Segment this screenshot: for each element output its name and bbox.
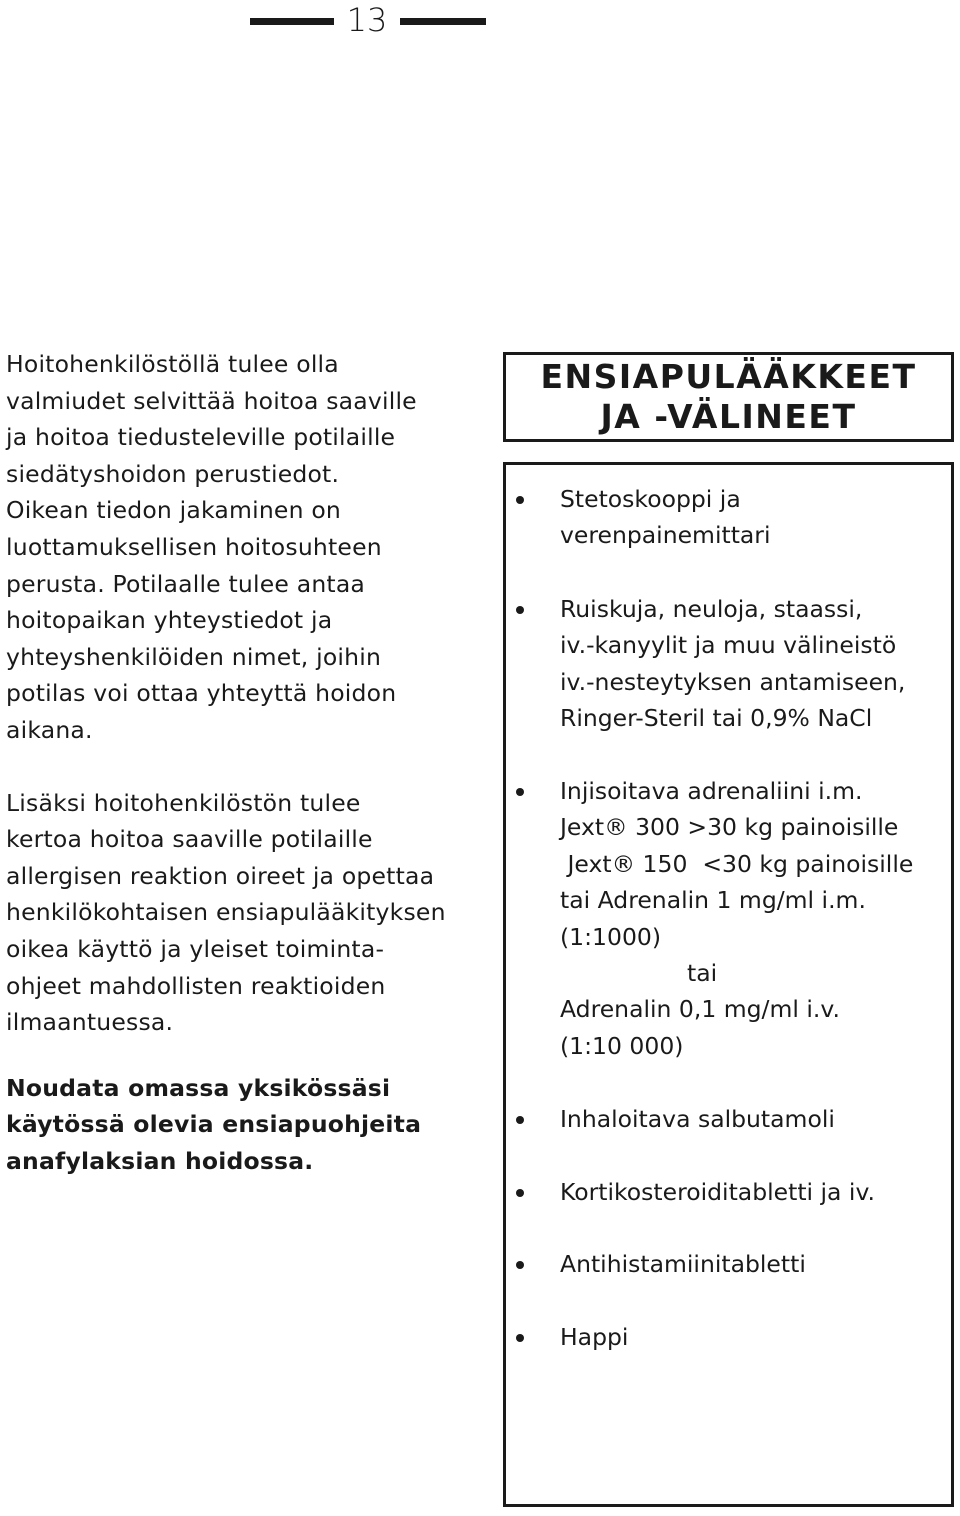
- bullet-icon: [516, 1189, 524, 1197]
- first-aid-title: ENSIAPULÄÄKKEET JA -VÄLINEET: [540, 357, 917, 436]
- page-number: 13: [346, 1, 388, 39]
- list-item-text: Happi: [560, 1323, 629, 1351]
- list-item-text: Ruiskuja, neuloja, staassi, iv.-kanyylit ja muu välineistö iv.-nesteytyksen antamiseen, Ringer-Steril tai 0,9% NaCl: [560, 595, 906, 733]
- bullet-icon: [516, 1261, 524, 1269]
- left-column: [6, 346, 476, 1179]
- list-item-text: Injisoitava adrenaliini i.m. Jext® 300 >30 kg painoisille Jext® 150 <30 kg painoisille tai Adrenalin 1 mg/ml i.m. (1:1000) tai Adrenalin 0,1 mg/ml i.v. (1:10 000): [560, 777, 914, 1060]
- list-item-text: Kortikosteroiditabletti ja iv.: [560, 1178, 876, 1206]
- header-rule-left: [250, 18, 334, 25]
- first-aid-list-box: [503, 462, 954, 1507]
- header-rule-right: [400, 18, 486, 25]
- first-aid-title-box: [503, 352, 954, 442]
- bullet-icon: [516, 788, 524, 796]
- list-item-text: Inhaloitava salbutamoli: [560, 1105, 835, 1133]
- intro-paragraph: Hoitohenkilöstöllä tulee olla valmiudet selvittää hoitoa saaville ja hoitoa tiedusteleville potilaille siedätyshoidon perustiedot. Oikean tiedon jakaminen on luottamuksellisen hoitosuhteen perusta. Potilaalle tulee antaa hoitopaikan yhteystiedot ja yhteyshenkilöiden nimet, joihin potilas voi ottaa yhteyttä hoidon aikana.: [6, 350, 417, 744]
- bullet-icon: [516, 1116, 524, 1124]
- allergy-info-paragraph: Lisäksi hoitohenkilöstön tulee kertoa hoitoa saaville potilaille allergisen reaktion oireet ja opettaa henkilökohtaisen ensiapulääkityksen oikea käyttö ja yleiset toiminta- ohjeet mahdollisten reaktioiden ilmaantuessa.: [6, 788, 446, 1037]
- first-aid-instruction: Noudata omassa yksikössäsi käytössä olevia ensiapuohjeita anafylaksian hoidossa.: [6, 1073, 422, 1175]
- list-item-text: Stetoskooppi ja verenpainemittari: [560, 485, 771, 550]
- bullet-icon: [516, 496, 524, 504]
- bullet-icon: [516, 606, 524, 614]
- list-item-text: Antihistamiinitabletti: [560, 1250, 806, 1278]
- bullet-icon: [516, 1334, 524, 1342]
- page-header: [0, 0, 960, 44]
